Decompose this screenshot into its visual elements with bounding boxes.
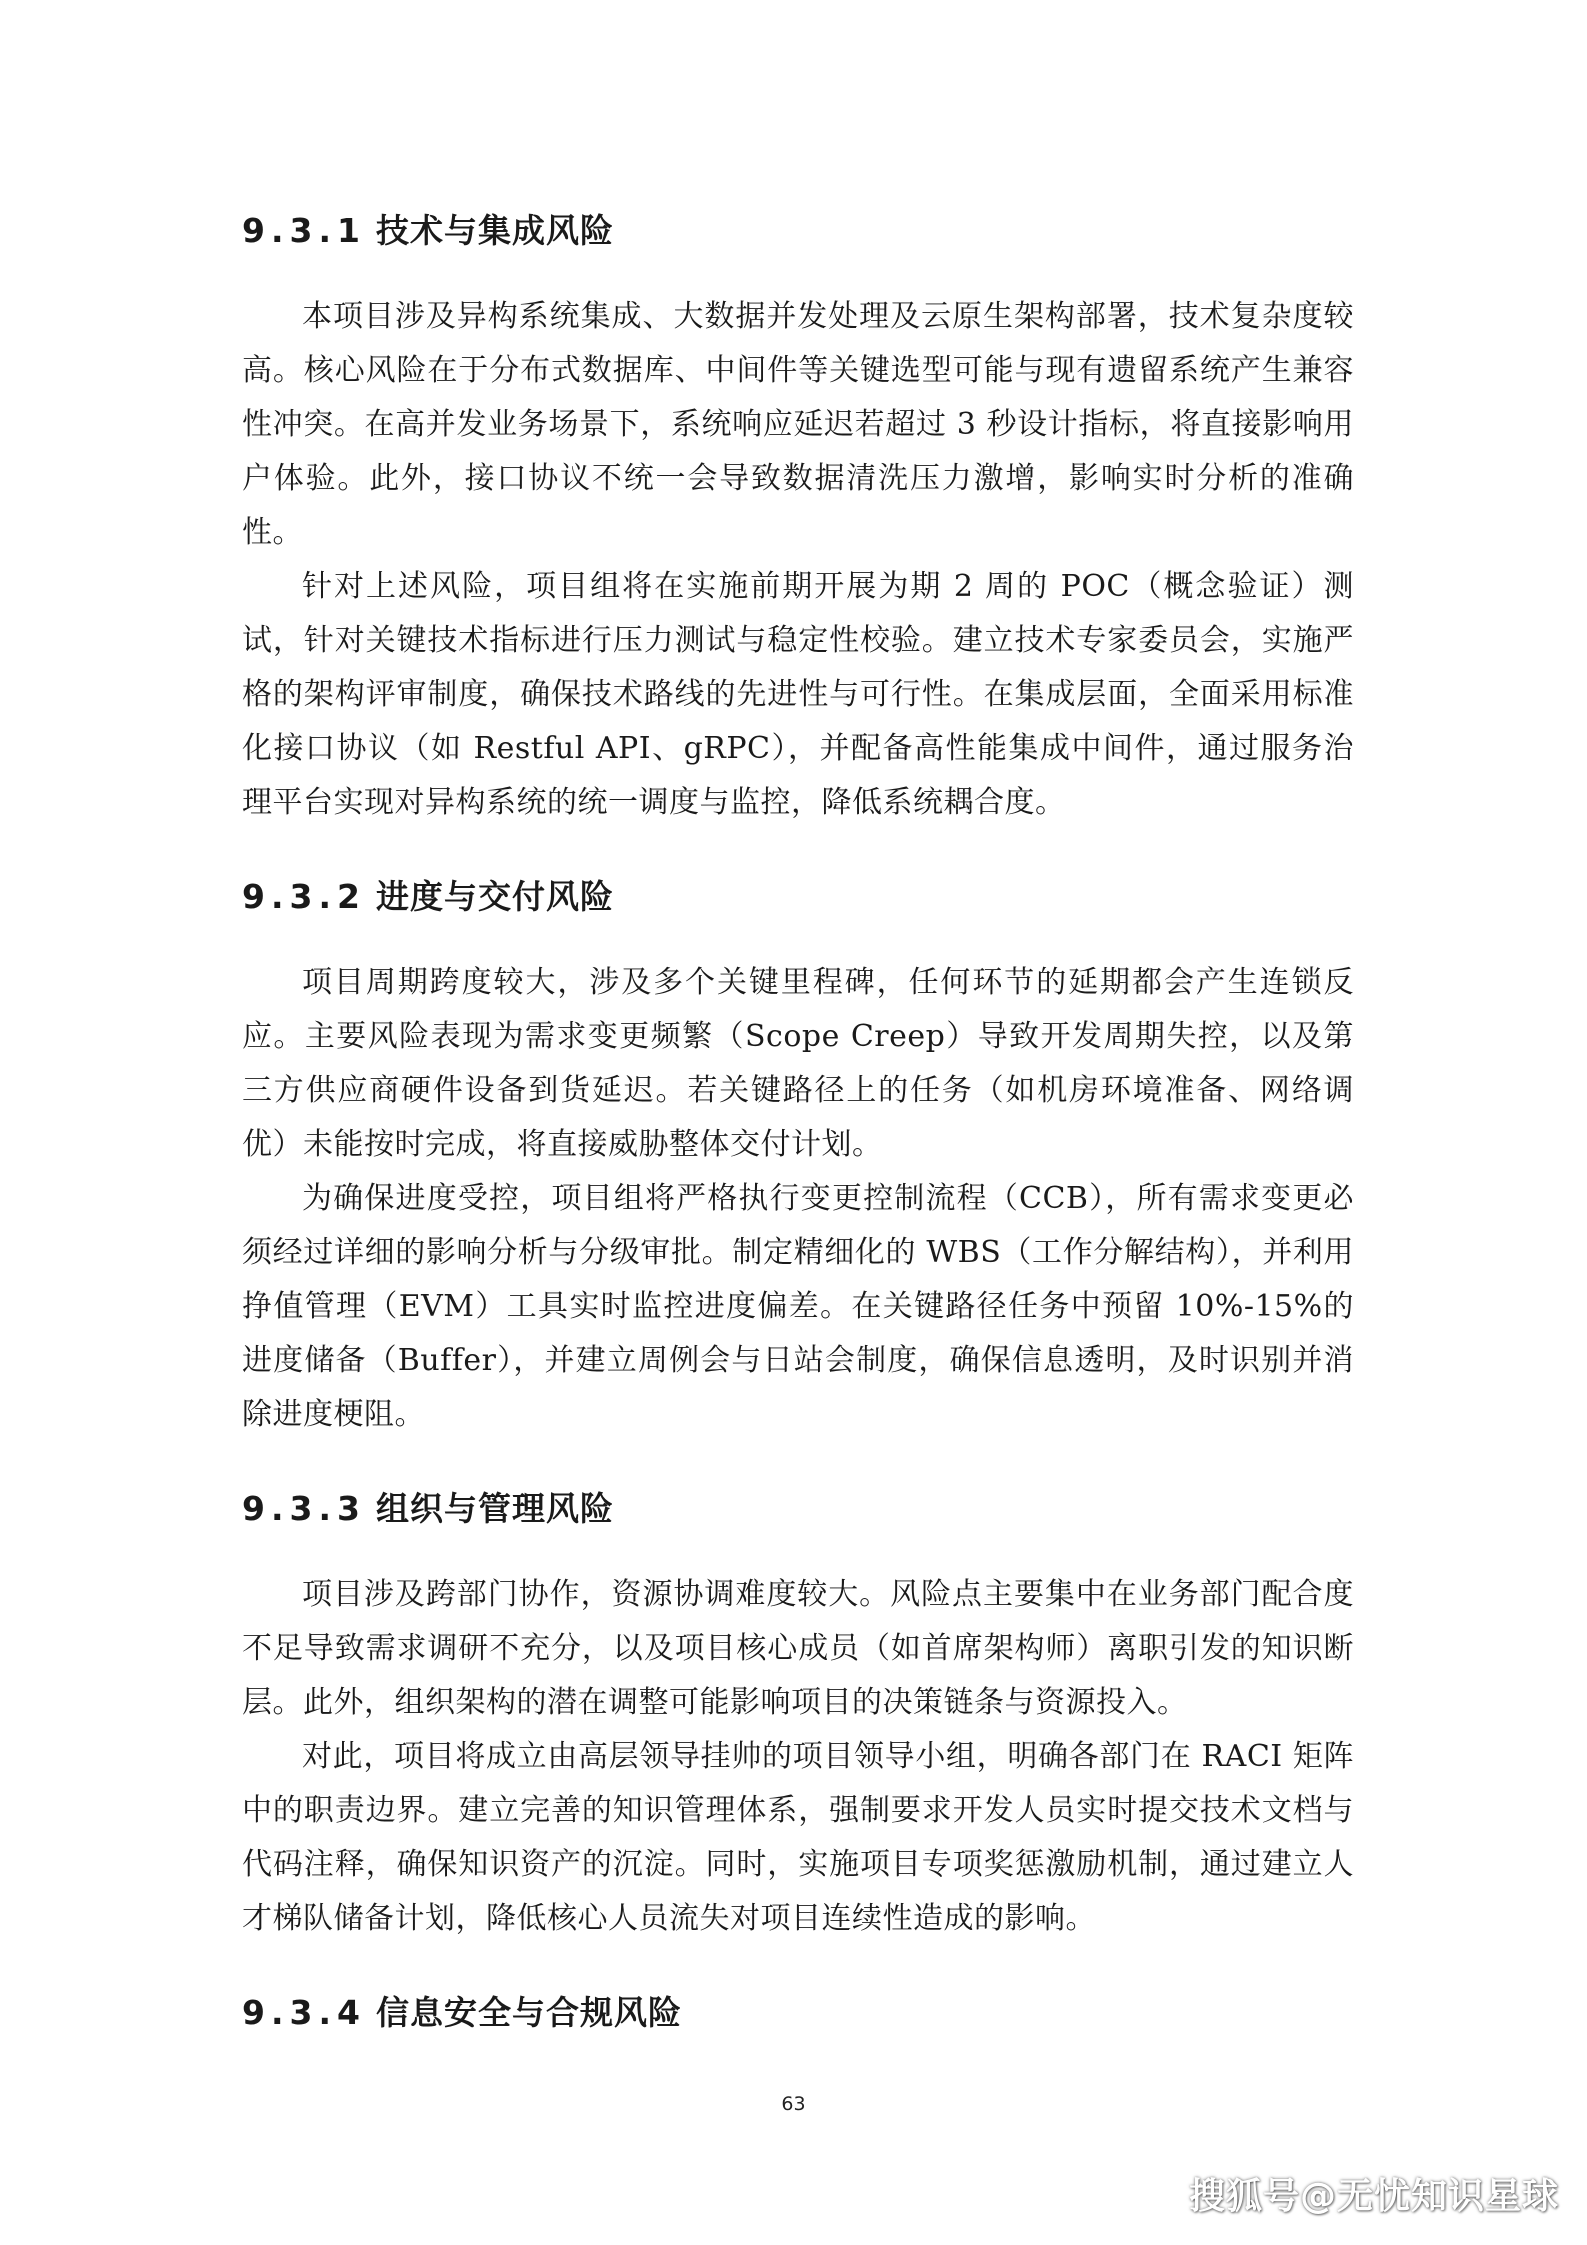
- section-number: 9.3.2: [242, 877, 366, 916]
- section-9-3-3: [242, 1486, 1354, 1946]
- page-content: [242, 208, 1354, 2080]
- section-number: 9.3.3: [242, 1489, 366, 1528]
- paragraph: 对此，项目将成立由高层领导挂帅的项目领导小组，明确各部门在 RACI 矩阵中的职责边界。建立完善的知识管理体系，强制要求开发人员实时提交技术文档与代码注释，确保知识资产的沉淀。同时，实施项目专项奖惩激励机制，通过建立人才梯队储备计划，降低核心人员流失对项目连续性造成的影响。: [242, 1739, 1354, 1936]
- section-heading: [242, 1486, 1354, 1532]
- paragraph: 项目周期跨度较大，涉及多个关键里程碑，任何环节的延期都会产生连锁反应。主要风险表现为需求变更频繁（Scope Creep）导致开发周期失控，以及第三方供应商硬件设备到货延迟。若关键路径上的任务（如机房环境准备、网络调优）未能按时完成，将直接威胁整体交付计划。: [242, 965, 1354, 1162]
- section-9-3-2: [242, 874, 1354, 1442]
- page-number: 63: [781, 2093, 806, 2115]
- section-title: 信息安全与合规风险: [375, 1993, 682, 2032]
- section-heading: [242, 208, 1354, 254]
- paragraph: 针对上述风险，项目组将在实施前期开展为期 2 周的 POC（概念验证）测试，针对关键技术指标进行压力测试与稳定性校验。建立技术专家委员会，实施严格的架构评审制度，确保技术路线的先进性与可行性。在集成层面，全面采用标准化接口协议（如 Restful API、gRPC），并配备高性能集成中间件，通过服务治理平台实现对异构系统的统一调度与监控，降低系统耦合度。: [242, 569, 1354, 820]
- section-number: 9.3.4: [242, 1993, 366, 2032]
- section-heading: [242, 874, 1354, 920]
- paragraph: 为确保进度受控，项目组将严格执行变更控制流程（CCB），所有需求变更必须经过详细的影响分析与分级审批。制定精细化的 WBS（工作分解结构），并利用挣值管理（EVM）工具实时监控进度偏差。在关键路径任务中预留 10%-15%的进度储备（Buffer），并建立周例会与日站会制度，确保信息透明，及时识别并消除进度梗阻。: [242, 1181, 1354, 1432]
- watermark: 搜狐号@无忧知识星球: [1188, 2176, 1559, 2217]
- paragraph: 项目涉及跨部门协作，资源协调难度较大。风险点主要集中在业务部门配合度不足导致需求调研不充分，以及项目核心成员（如首席架构师）离职引发的知识断层。此外，组织架构的潜在调整可能影响项目的决策链条与资源投入。: [242, 1577, 1354, 1720]
- section-title: 组织与管理风险: [375, 1489, 614, 1528]
- section-title: 进度与交付风险: [375, 877, 614, 916]
- paragraph: 本项目涉及异构系统集成、大数据并发处理及云原生架构部署，技术复杂度较高。核心风险在于分布式数据库、中间件等关键选型可能与现有遗留系统产生兼容性冲突。在高并发业务场景下，系统响应延迟若超过 3 秒设计指标，将直接影响用户体验。此外，接口协议不统一会导致数据清洗压力激增，影响实时分析的准确性。: [242, 299, 1354, 550]
- section-heading: [242, 1990, 1354, 2036]
- section-9-3-1: [242, 208, 1354, 830]
- section-number: 9.3.1: [242, 211, 366, 250]
- section-title: 技术与集成风险: [375, 211, 614, 250]
- section-9-3-4: [242, 1990, 1354, 2036]
